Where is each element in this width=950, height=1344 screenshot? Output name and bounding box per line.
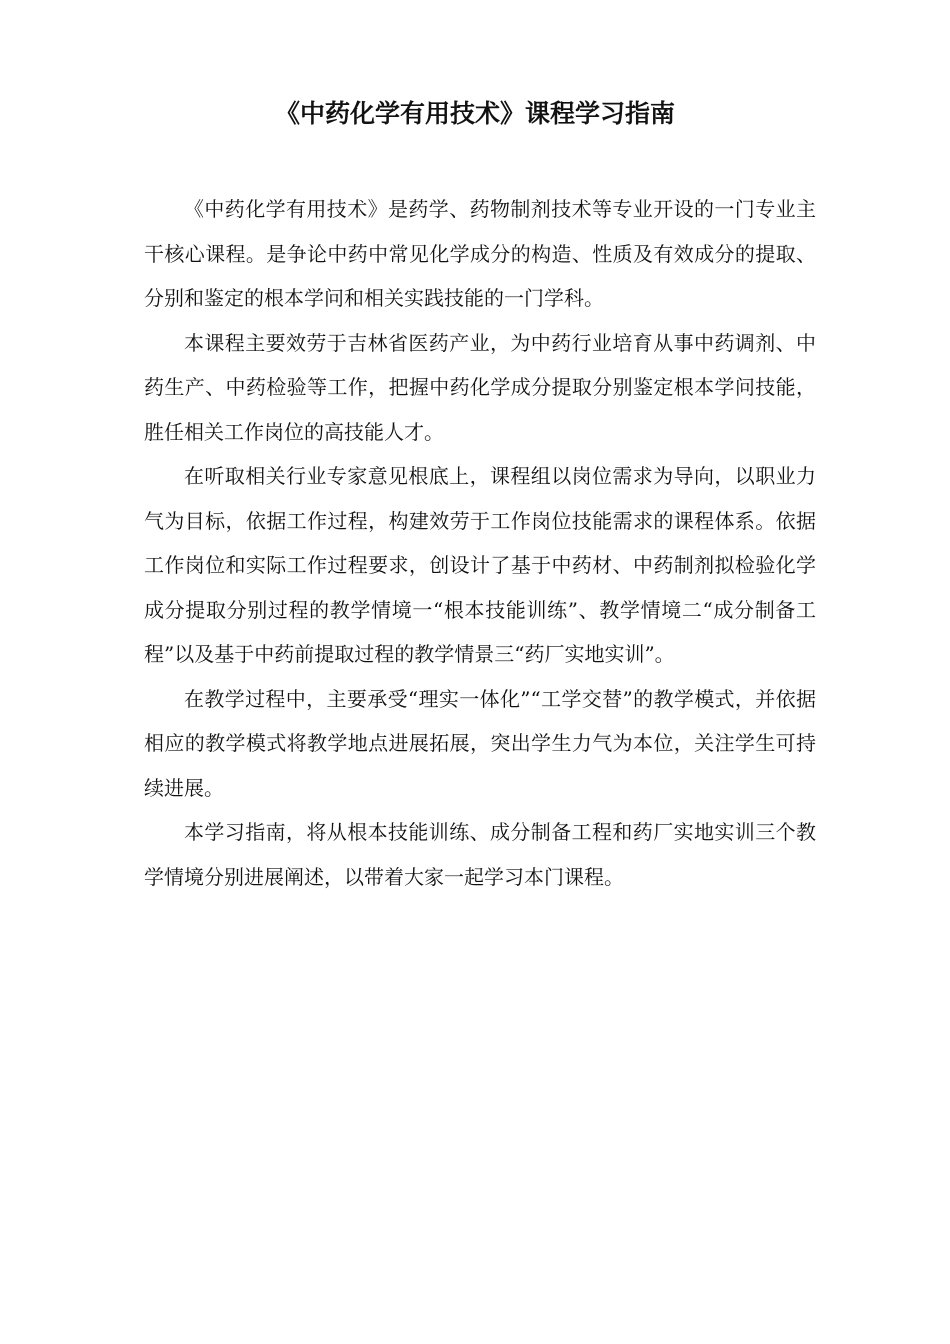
paragraph-guide-overview: 本学习指南，将从根本技能训练、成分制备工程和药厂实地实训三个教学情境分别进展阐述，以带着大家一起学习本门课程。 — [144, 820, 816, 889]
paragraph-teaching-mode: 在教学过程中，主要承受“理实一体化”“工学交替”的教学模式，并依据相应的教学模式将教学地点进展拓展，突出学生力气为本位，关注学生可持续进展。 — [144, 686, 816, 800]
paragraph-course-service: 本课程主要效劳于吉林省医药产业，为中药行业培育从事中药调剂、中药生产、中药检验等工作，把握中药化学成分提取分别鉴定根本学问技能，胜任相关工作岗位的高技能人才。 — [144, 330, 816, 444]
paragraph-course-system: 在听取相关行业专家意见根底上，课程组以岗位需求为导向，以职业力气为目标，依据工作过程，构建效劳于工作岗位技能需求的课程体系。依据工作岗位和实际工作过程要求，创设计了基于中药材、中药制剂拟检验化学成分提取分别过程的教学情境一“根本技能训练”、教学情境二“成分制备工程”以及基于中药前提取过程的教学情景三“药厂实地实训”。 — [144, 464, 816, 666]
document-body — [144, 187, 816, 899]
paragraph-course-intro: 《中药化学有用技术》是药学、药物制剂技术等专业开设的一门专业主干核心课程。是争论中药中常见化学成分的构造、性质及有效成分的提取、分别和鉴定的根本学问和相关实践技能的一门学科。 — [144, 197, 816, 310]
document-title: 《中药化学有用技术》课程学习指南 — [274, 99, 675, 128]
